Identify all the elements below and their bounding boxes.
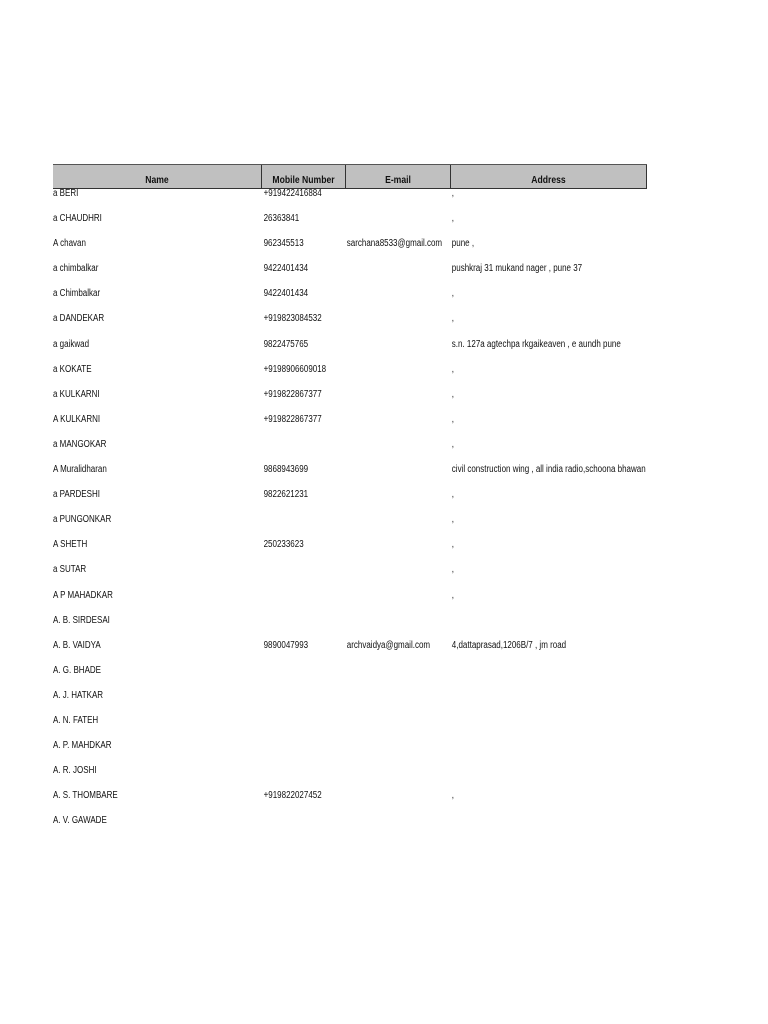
cell-name: a KOKATE [53, 363, 92, 375]
header-address: Address [531, 174, 566, 186]
cell-mobile: 26363841 [263, 213, 300, 225]
cell-name: A SHETH [53, 539, 88, 551]
table-row [53, 740, 647, 765]
table-row [53, 288, 647, 313]
table-row [53, 213, 647, 238]
cell-mobile: 9822475765 [263, 338, 309, 350]
table-row [53, 439, 647, 464]
cell-address: , [451, 388, 455, 400]
table-row [53, 389, 647, 414]
cell-name: A. G. BHADE [53, 664, 102, 676]
table-row [53, 715, 647, 740]
cell-email: sarchana8533@gmail.com [346, 238, 443, 250]
table-row [53, 414, 647, 439]
table-row [53, 539, 647, 564]
cell-address: 4,dattaprasad,1206B/7 , jm road [451, 639, 567, 651]
table-row [53, 188, 647, 213]
cell-name: A. B. SIRDESAI [53, 614, 110, 626]
cell-address: , [451, 363, 455, 375]
cell-address: pune , [451, 238, 475, 250]
cell-mobile: +919822027452 [263, 790, 322, 802]
cell-name: A. P. MAHDKAR [53, 740, 112, 752]
header-mobile-cell [262, 165, 346, 188]
cell-address: , [451, 489, 455, 501]
table-row [53, 665, 647, 690]
cell-mobile: 962345513 [263, 238, 304, 250]
cell-address: , [451, 589, 455, 601]
header-email: E-mail [385, 174, 411, 186]
cell-name: a BERI [53, 188, 79, 199]
cell-address: , [451, 564, 455, 576]
cell-name: A KULKARNI [53, 413, 101, 425]
header-name-cell [53, 165, 262, 188]
contacts-table [53, 164, 647, 840]
table-row [53, 464, 647, 489]
cell-mobile: +919422416884 [263, 188, 322, 199]
cell-address: , [451, 288, 455, 300]
table-row [53, 514, 647, 539]
table-row [53, 615, 647, 640]
cell-mobile: +919822867377 [263, 413, 322, 425]
header-address-cell [451, 165, 647, 188]
cell-address: , [451, 213, 455, 225]
table-row [53, 564, 647, 589]
table-row [53, 339, 647, 364]
cell-mobile: 9822621231 [263, 489, 309, 501]
cell-mobile: 9422401434 [263, 288, 309, 300]
cell-mobile: 9422401434 [263, 263, 309, 275]
table-row [53, 313, 647, 338]
table-row [53, 815, 647, 840]
table-row [53, 364, 647, 389]
table-row [53, 238, 647, 263]
cell-address: , [451, 413, 455, 425]
cell-name: a PARDESHI [53, 489, 100, 501]
header-name: Name [145, 174, 169, 186]
table-row [53, 790, 647, 815]
table-row [53, 263, 647, 288]
cell-email: archvaidya@gmail.com [346, 639, 431, 651]
cell-address: , [451, 313, 455, 325]
cell-mobile: +919822867377 [263, 388, 322, 400]
cell-name: a MANGOKAR [53, 438, 107, 450]
cell-name: A. V. GAWADE [53, 815, 107, 827]
cell-name: A. S. THOMBARE [53, 790, 118, 802]
table-row [53, 489, 647, 514]
cell-address: , [451, 438, 455, 450]
cell-name: A. B. VAIDYA [53, 639, 101, 651]
cell-mobile: +919823084532 [263, 313, 322, 325]
cell-address: , [451, 790, 455, 802]
header-mobile: Mobile Number [272, 174, 335, 186]
cell-name: a PUNGONKAR [53, 514, 112, 526]
cell-name: A Muralidharan [53, 464, 107, 476]
cell-address: civil construction wing , all india radio,schoona bhawan [451, 464, 646, 476]
cell-name: a CHAUDHRI [53, 213, 102, 225]
cell-name: a chimbalkar [53, 263, 99, 275]
table-body [53, 188, 647, 840]
cell-address: pushkraj 31 mukand nager , pune 37 [451, 263, 583, 275]
cell-name: A. R. JOSHI [53, 765, 97, 777]
cell-mobile: 9868943699 [263, 464, 309, 476]
cell-mobile: +9198906609018 [263, 363, 327, 375]
table-row [53, 765, 647, 790]
table-header-row [53, 164, 647, 189]
cell-name: A. N. FATEH [53, 714, 99, 726]
cell-name: a KULKARNI [53, 388, 100, 400]
cell-mobile: 9890047993 [263, 639, 309, 651]
cell-address: , [451, 514, 455, 526]
cell-name: a SUTAR [53, 564, 87, 576]
cell-name: a Chimbalkar [53, 288, 101, 300]
table-row [53, 690, 647, 715]
cell-name: a DANDEKAR [53, 313, 105, 325]
header-email-cell [346, 165, 451, 188]
cell-name: A P MAHADKAR [53, 589, 113, 601]
cell-name: A chavan [53, 238, 86, 250]
table-row [53, 640, 647, 665]
cell-mobile: 250233623 [263, 539, 304, 551]
cell-name: A. J. HATKAR [53, 689, 104, 701]
cell-name: a gaikwad [53, 338, 90, 350]
cell-address: , [451, 539, 455, 551]
cell-address: s.n. 127a agtechpa rkgaikeaven , e aundh pune [451, 338, 621, 350]
table-row [53, 590, 647, 615]
cell-address: , [451, 188, 455, 199]
